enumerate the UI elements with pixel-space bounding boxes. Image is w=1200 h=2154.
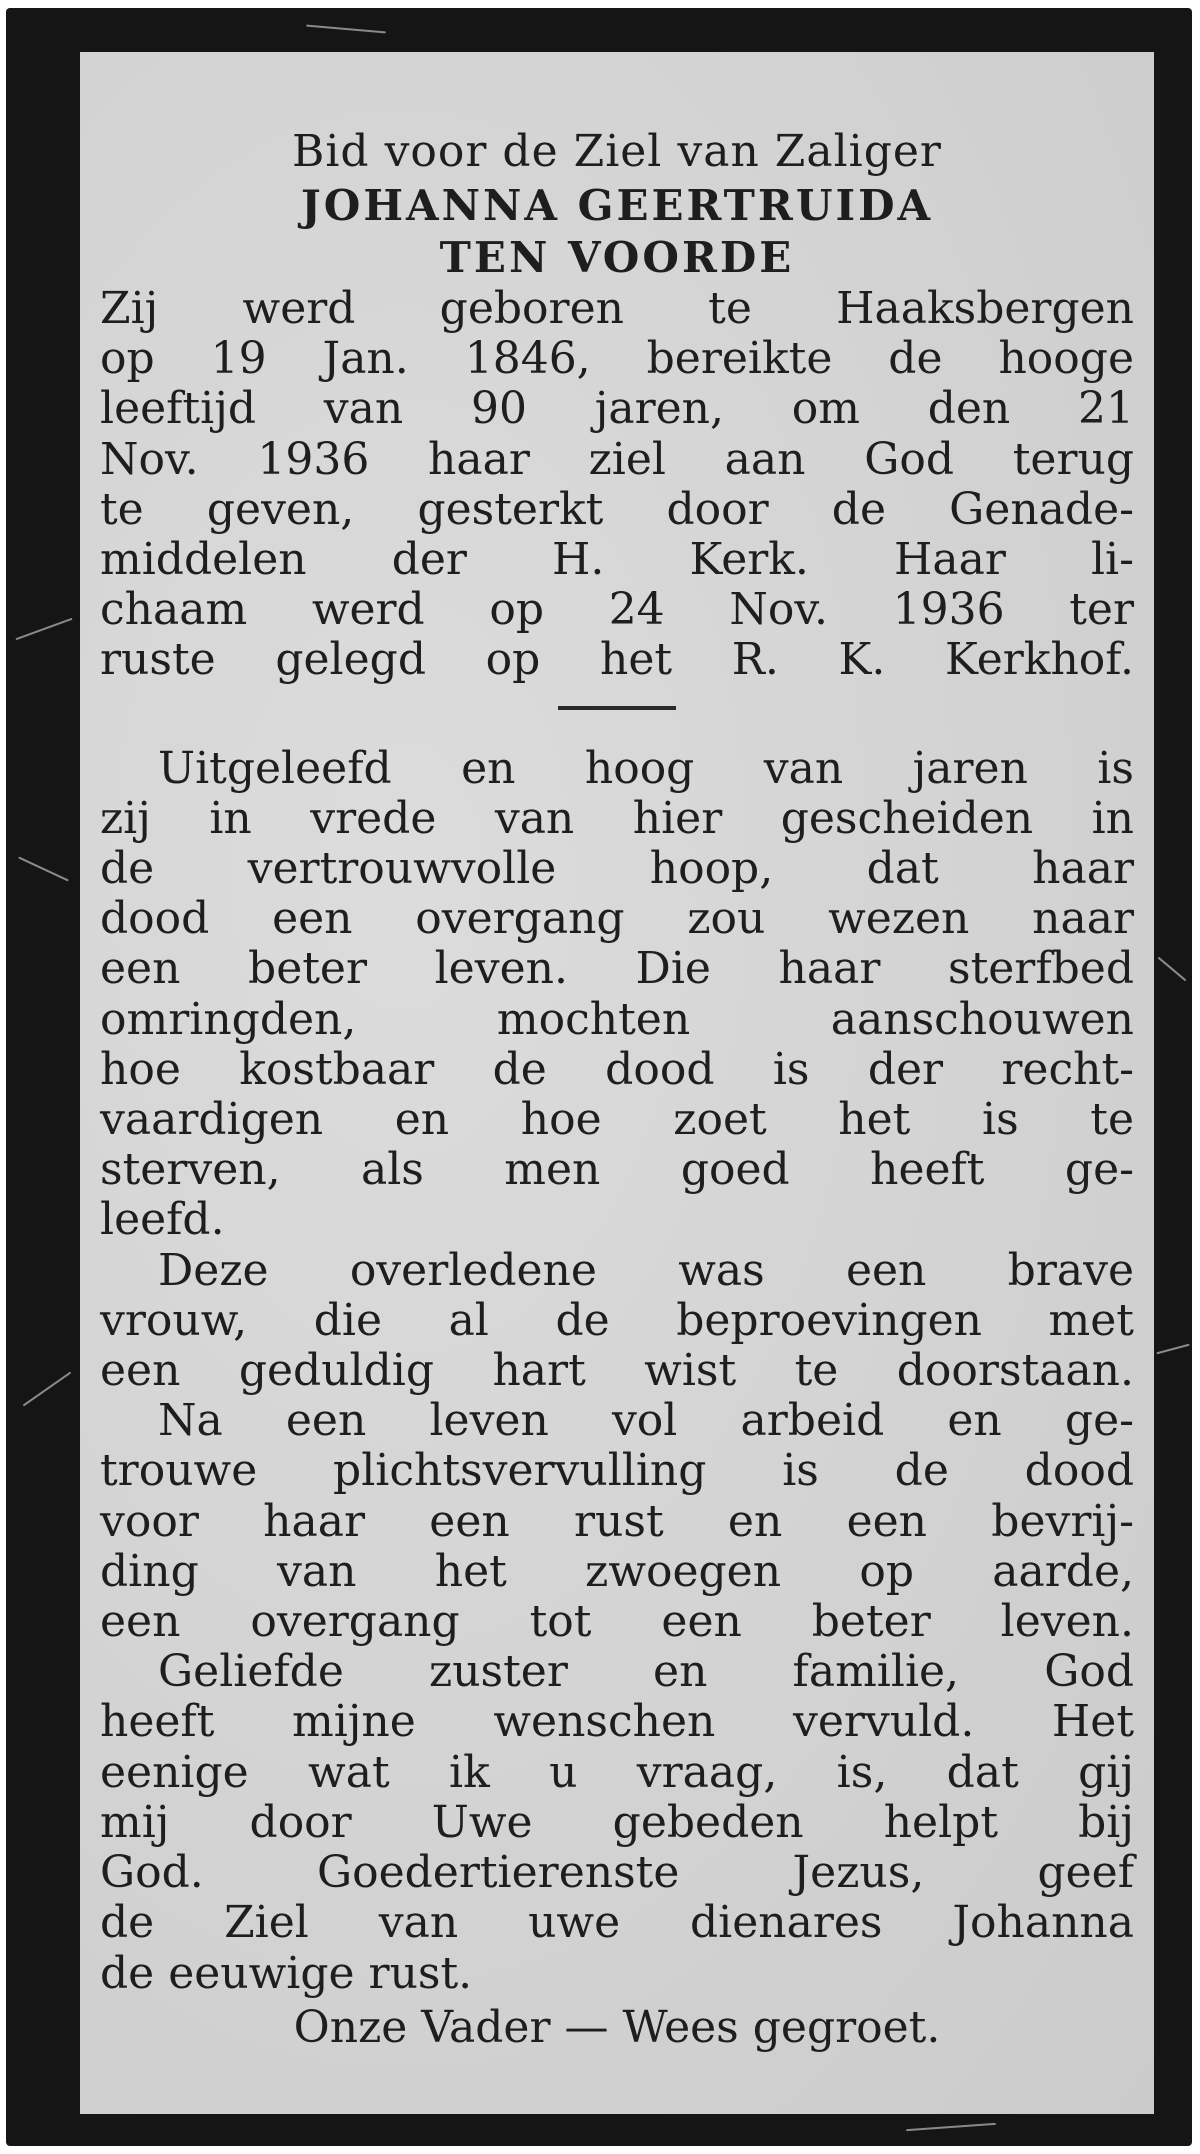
reflection-line: Uitgeleefd en hoog van jaren is	[158, 742, 1134, 794]
reflection-line: een overgang tot een beter leven.	[100, 1596, 1134, 1648]
card-crease	[306, 25, 386, 34]
reflection-line: hoe kostbaar de dood is der recht-	[100, 1043, 1134, 1095]
card-crease	[906, 2123, 996, 2131]
biography-line: te geven, gesterkt door de Genade-	[100, 483, 1134, 535]
reflection-line: Deze overledene was een brave	[158, 1244, 1134, 1296]
biography-line: leeftijd van 90 jaren, om den 21	[100, 383, 1134, 435]
closing-prayer: Onze Vader — Wees gegroet.	[293, 2001, 941, 2053]
reflection-line: dood een overgang zou wezen naar	[100, 893, 1134, 945]
memorial-card	[6, 8, 1192, 2146]
reflection-line: trouwe plichtsvervulling is de dood	[100, 1445, 1134, 1497]
reflection-line: een geduldig hart wist te doorstaan.	[100, 1345, 1134, 1397]
biography-line: op 19 Jan. 1846, bereikte de hooge	[100, 333, 1134, 385]
reflection-line: een beter leven. Die haar sterfbed	[100, 943, 1134, 995]
reflection-line: God. Goedertierenste Jezus, geef	[100, 1847, 1134, 1899]
reflection-line: Na een leven vol arbeid en ge-	[158, 1395, 1134, 1447]
card-crease	[15, 618, 72, 640]
reflection-line: leefd.	[100, 1194, 225, 1246]
reflection-line: vaardigen en hoe zoet het is te	[100, 1094, 1134, 1146]
card-crease	[23, 1372, 72, 1407]
reflection-line: de Ziel van uwe dienares Johanna	[100, 1897, 1134, 1949]
biography-line: middelen der H. Kerk. Haar li-	[100, 534, 1134, 586]
card-crease	[18, 856, 69, 881]
biography-paragraph	[100, 284, 1134, 686]
reflection-line: ding van het zwoegen op aarde,	[100, 1545, 1134, 1597]
reflection-line: voor haar een rust en een bevrij-	[100, 1495, 1134, 1547]
memorial-text-panel	[80, 52, 1154, 2114]
reflection-line: vrouw, die al de beproevingen met	[100, 1294, 1134, 1346]
reflection-line: zij in vrede van hier gescheiden in	[100, 792, 1134, 844]
biography-line: Nov. 1936 haar ziel aan God terug	[100, 433, 1134, 485]
reflection-line: heeft mijne wenschen vervuld. Het	[100, 1696, 1134, 1748]
reflection-paragraph-3	[100, 1396, 1134, 1647]
biography-line: ruste gelegd op het R. K. Kerkhof.	[100, 634, 1134, 686]
reflection-line: de eeuwige rust.	[100, 1947, 473, 1999]
reflection-line: mij door Uwe gebeden helpt bij	[100, 1796, 1134, 1848]
prayer-heading: Bid voor de Ziel van Zaliger	[292, 126, 942, 177]
deceased-name-line-2: TEN VOORDE	[439, 233, 795, 282]
reflection-line: de vertrouwvolle hoop, dat haar	[100, 843, 1134, 895]
reflection-line: omringden, mochten aanschouwen	[100, 993, 1134, 1045]
reflection-paragraph-4	[100, 1647, 1134, 1998]
card-crease	[1158, 957, 1187, 982]
deceased-name-line-1: JOHANNA GEERTRUIDA	[300, 181, 934, 230]
reflection-paragraph-2	[100, 1246, 1134, 1397]
card-crease	[1156, 1344, 1189, 1355]
reflection-paragraph-1	[100, 744, 1134, 1246]
reflection-line: eenige wat ik u vraag, is, dat gij	[100, 1746, 1134, 1798]
reflection-line: sterven, als men goed heeft ge-	[100, 1144, 1134, 1196]
section-divider	[558, 706, 676, 710]
biography-line: Zij werd geboren te Haaksbergen	[100, 283, 1134, 334]
biography-line: chaam werd op 24 Nov. 1936 ter	[100, 584, 1134, 636]
reflection-line: Geliefde zuster en familie, God	[158, 1646, 1134, 1698]
